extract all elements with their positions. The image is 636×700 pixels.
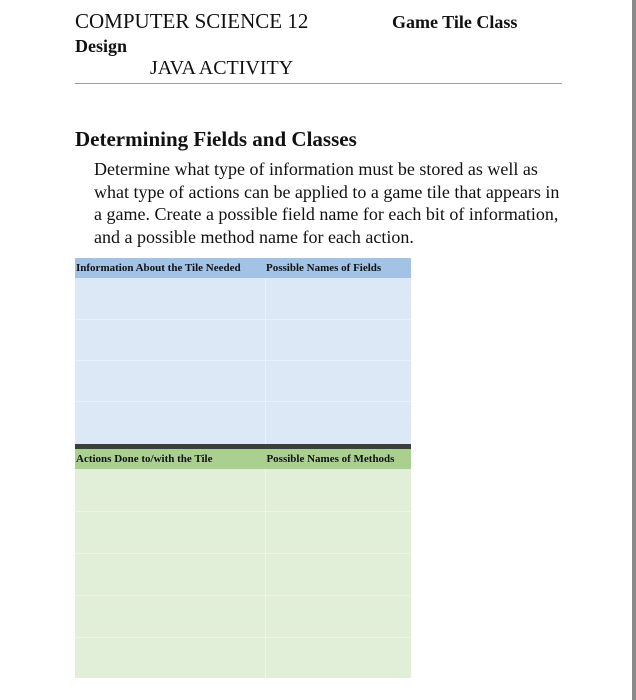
information-column-header: Information About the Tile Needed: [76, 262, 241, 274]
section-label: Design: [75, 36, 128, 56]
method-names-column-header: Possible Names of Methods: [266, 453, 395, 465]
row-divider: [75, 595, 411, 596]
row-divider: [75, 319, 411, 320]
row-divider: [75, 637, 411, 638]
information-table: [75, 258, 411, 444]
header-divider: [75, 83, 562, 84]
field-names-column-header: Possible Names of Fields: [266, 262, 382, 274]
row-divider: [75, 553, 411, 554]
actions-table-header: [75, 449, 411, 469]
page-edge-scrollbar: [632, 0, 636, 700]
column-divider: [265, 469, 266, 678]
course-title: COMPUTER SCIENCE 12: [75, 9, 309, 33]
instructions-text: Determine what type of information must be stored as well as what type of actions can be applied to a game tile that appears in a game. Create a possible field name for each bit of information, and a possible method name for each action.: [94, 159, 560, 247]
row-divider: [75, 511, 411, 512]
topic-title: Game Tile Class: [392, 12, 518, 32]
information-table-header: [75, 258, 411, 278]
page-heading: Determining Fields and Classes: [75, 127, 357, 151]
row-divider: [75, 360, 411, 361]
column-divider: [265, 278, 266, 444]
actions-table: [75, 449, 411, 678]
activity-label: JAVA ACTIVITY: [150, 57, 294, 79]
actions-column-header: Actions Done to/with the Tile: [76, 453, 213, 465]
row-divider: [75, 401, 411, 402]
